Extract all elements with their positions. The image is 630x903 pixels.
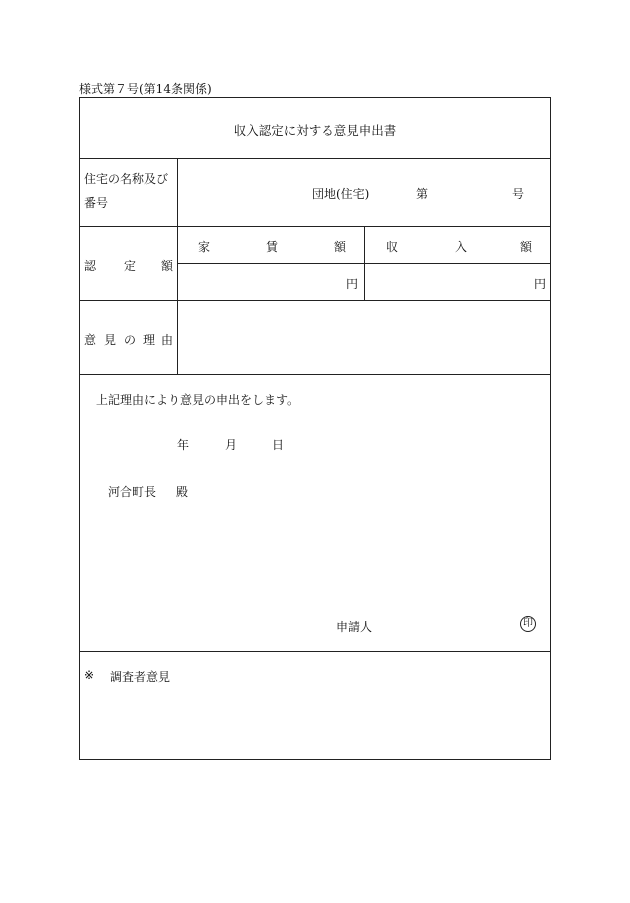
income-yen: 円 — [534, 277, 547, 291]
reason-label-3: の — [124, 333, 137, 347]
dai-label: 第 — [416, 187, 429, 201]
divider-nintei — [79, 300, 551, 301]
applicant-label: 申請人 — [336, 620, 373, 634]
statement-text: 上記理由により意見の申出をします。 — [96, 393, 300, 407]
investigator-label: 調査者意見 — [110, 670, 171, 684]
form-title: 収入認定に対する意見申出書 — [233, 123, 397, 138]
date-day: 日 — [272, 438, 285, 452]
reason-label-2: 見 — [104, 333, 117, 347]
divider-reason — [79, 374, 551, 375]
label-column-divider — [177, 158, 178, 374]
income-label-1: 収 — [386, 240, 399, 254]
income-label-3: 額 — [520, 240, 533, 254]
addressee-honorific: 殿 — [176, 485, 189, 499]
rent-yen: 円 — [346, 277, 359, 291]
date-month: 月 — [225, 438, 238, 452]
income-label-2: 入 — [455, 240, 468, 254]
date-year: 年 — [177, 438, 190, 452]
addressee-name: 河合町長 — [108, 485, 157, 499]
rent-label-3: 額 — [334, 240, 347, 254]
nintei-label-1: 認 — [84, 259, 97, 273]
nintei-label-2: 定 — [124, 259, 137, 273]
form-number: 様式第７号(第14条関係) — [79, 82, 212, 96]
divider-title — [79, 158, 551, 159]
seal-icon: 印 — [520, 616, 536, 632]
nintei-column-divider — [364, 226, 365, 300]
divider-statement — [79, 651, 551, 652]
reason-label-1: 意 — [84, 333, 97, 347]
note-mark: ※ — [84, 668, 95, 682]
rent-label-1: 家 — [198, 240, 211, 254]
nintei-label-3: 額 — [161, 259, 174, 273]
reason-label-4: 理 — [143, 333, 156, 347]
residence-label-line1: 住宅の名称及び — [84, 172, 169, 186]
go-label: 号 — [512, 187, 525, 201]
reason-label-5: 由 — [161, 333, 174, 347]
residence-label-line2: 番号 — [84, 196, 109, 210]
divider-residence — [79, 226, 551, 227]
rent-label-2: 賃 — [266, 240, 279, 254]
danchi-label: 団地(住宅) — [312, 187, 370, 201]
